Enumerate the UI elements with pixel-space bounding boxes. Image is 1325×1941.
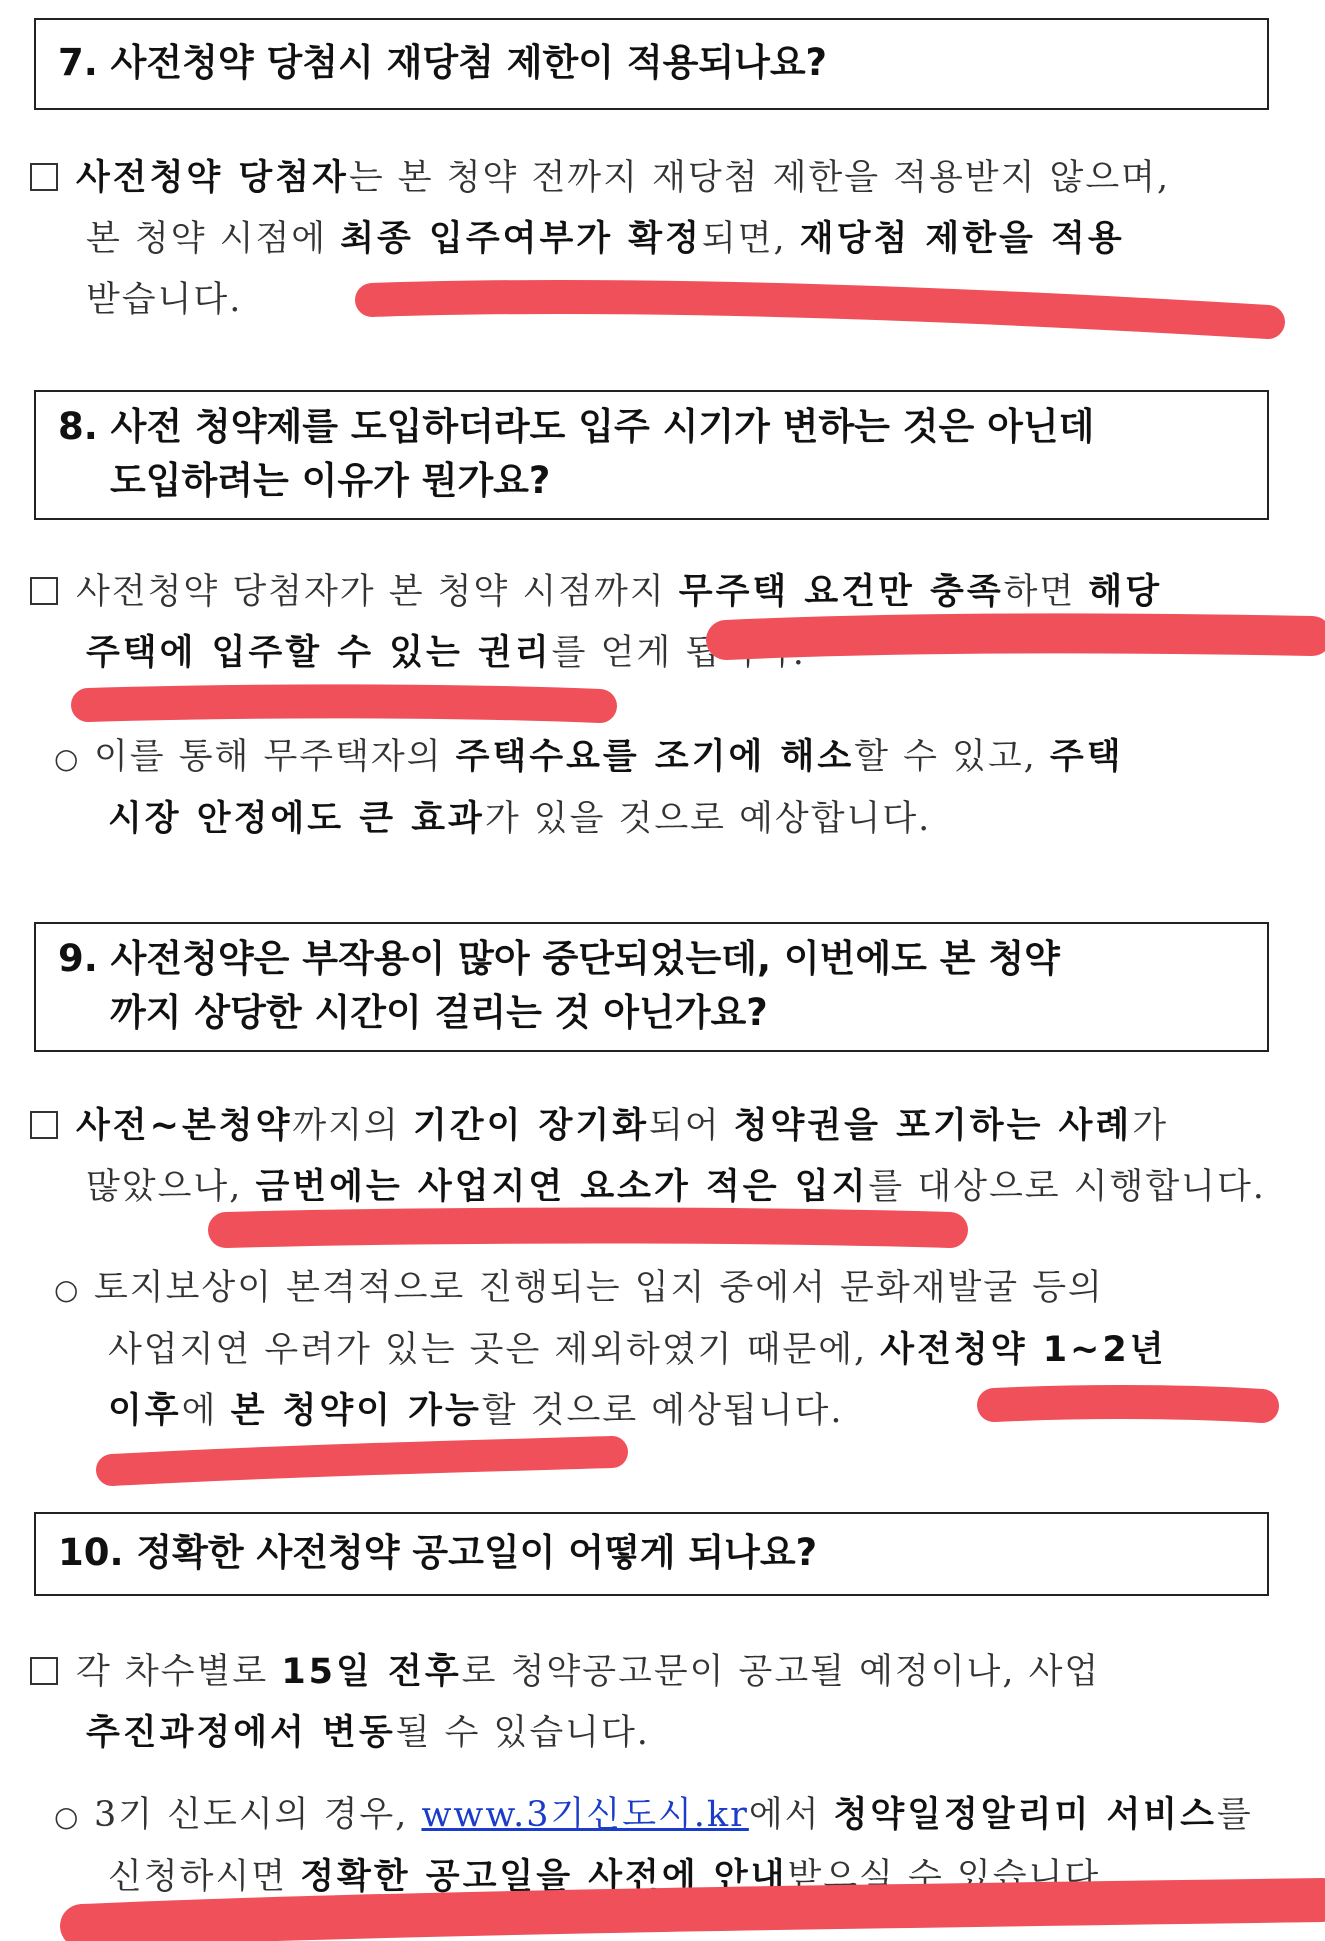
question-title-line2: 까지 상당한 시간이 걸리는 것 아닌가요? — [110, 991, 768, 1034]
bold-text: 주택수요를 조기에 해소 — [455, 737, 855, 777]
circle-bullet-icon: ○ — [54, 742, 81, 775]
text: 에 — [181, 1391, 231, 1431]
highlight-stroke — [226, 1226, 950, 1231]
question-box-7 — [34, 18, 1269, 110]
bold-text: 15일 전후 — [281, 1652, 462, 1692]
bold-text: 무주택 요건만 충족 — [678, 572, 1004, 612]
question-box-10 — [34, 1512, 1269, 1596]
text: 많았으나, — [86, 1167, 256, 1207]
bold-text: 해당 — [1088, 572, 1163, 612]
answer-paragraph-10 — [30, 1642, 1280, 1764]
question-title-line1: 8. 사전 청약제를 도입하더라도 입주 시기가 변하는 것은 아닌데 — [58, 405, 1095, 448]
bold-text: 금번에는 사업지연 요소가 적은 입지 — [255, 1167, 869, 1207]
bold-text: 재당첨 제한을 적용 — [799, 219, 1125, 259]
checkbox-square-icon — [30, 577, 58, 605]
text: 각 차수별로 — [76, 1652, 282, 1692]
question-title-line1: 9. 사전청약은 부작용이 많아 중단되었는데, 이번에도 본 청약 — [58, 937, 1060, 980]
bold-text: 기간이 장기화 — [412, 1106, 649, 1146]
text: 될 수 있습니다. — [395, 1713, 650, 1753]
answer-sub-8 — [54, 727, 1280, 850]
bold-text: 사전청약 당첨자 — [76, 158, 349, 198]
text: 되면, — [701, 219, 800, 259]
bold-text: 정확한 공고일을 사전에 안내 — [300, 1857, 788, 1897]
text: 하면 — [1003, 572, 1089, 612]
bold-text: 본 청약이 가능 — [230, 1391, 482, 1431]
circle-bullet-icon: ○ — [54, 1800, 81, 1833]
bold-text: 청약권을 포기하는 사례 — [733, 1106, 1133, 1146]
answer-paragraph-9 — [30, 1096, 1280, 1218]
text: 까지의 — [292, 1106, 413, 1146]
text: 사전청약 당첨자가 본 청약 시점까지 — [76, 572, 679, 612]
answer-paragraph-8 — [30, 562, 1280, 684]
question-box-8 — [34, 390, 1269, 520]
text: 사업지연 우려가 있는 곳은 제외하였기 때문에, — [108, 1330, 881, 1370]
highlight-stroke — [88, 701, 600, 706]
text: 가 — [1132, 1106, 1169, 1146]
text: 는 본 청약 전까지 재당첨 제한을 적용받지 않으며, — [348, 158, 1171, 198]
text: 본 청약 시점에 — [86, 219, 341, 259]
text: 할 수 있고, — [854, 737, 1050, 777]
bold-text: 주택에 입주할 수 있는 권리 — [86, 633, 552, 673]
text: 토지보상이 본격적으로 진행되는 입지 중에서 문화재발굴 등의 — [94, 1268, 1104, 1308]
text: 이를 통해 무주택자의 — [94, 737, 456, 777]
bold-text: 사전~본청약 — [76, 1106, 293, 1146]
bold-text: 주택 — [1049, 737, 1124, 777]
bold-text: 추진과정에서 변동 — [86, 1713, 396, 1753]
text: 3기 신도시의 경우, — [94, 1795, 422, 1835]
bold-text: 이후 — [108, 1391, 182, 1431]
bold-text: 최종 입주여부가 확정 — [340, 219, 702, 259]
text: 를 — [1216, 1795, 1253, 1835]
answer-paragraph-7 — [30, 148, 1280, 331]
text: 받습니다. — [86, 280, 243, 320]
checkbox-square-icon — [30, 1111, 58, 1139]
answer-sub-9 — [54, 1258, 1280, 1442]
text: 에서 — [748, 1795, 834, 1835]
text: 할 것으로 예상됩니다. — [481, 1391, 844, 1431]
website-link[interactable]: www.3기신도시.kr — [421, 1795, 749, 1835]
answer-sub-10 — [54, 1785, 1280, 1908]
circle-bullet-icon: ○ — [54, 1273, 81, 1306]
highlight-stroke — [112, 1452, 612, 1470]
checkbox-square-icon — [30, 163, 58, 191]
text: 받으실 수 있습니다. — [787, 1857, 1114, 1897]
bold-text: 시장 안정에도 큰 효과 — [108, 799, 485, 839]
bold-text: 사전청약 1~2년 — [880, 1330, 1167, 1370]
text: 를 얻게 됩니다. — [551, 633, 806, 673]
question-title: 7. 사전청약 당첨시 재당첨 제한이 적용되나요? — [58, 41, 828, 84]
text: 되어 — [649, 1106, 734, 1146]
bold-text: 청약일정알리미 서비스 — [833, 1795, 1217, 1835]
checkbox-square-icon — [30, 1657, 58, 1685]
question-box-9 — [34, 922, 1269, 1052]
question-title-line2: 도입하려는 이유가 뭔가요? — [110, 459, 551, 502]
question-title: 10. 정확한 사전청약 공고일이 어떻게 되나요? — [58, 1531, 818, 1574]
text: 가 있을 것으로 예상합니다. — [484, 799, 932, 839]
text: 로 청약공고문이 공고될 예정이나, 사업 — [461, 1652, 1101, 1692]
text: 신청하시면 — [108, 1857, 301, 1897]
text: 를 대상으로 시행합니다. — [868, 1167, 1266, 1207]
